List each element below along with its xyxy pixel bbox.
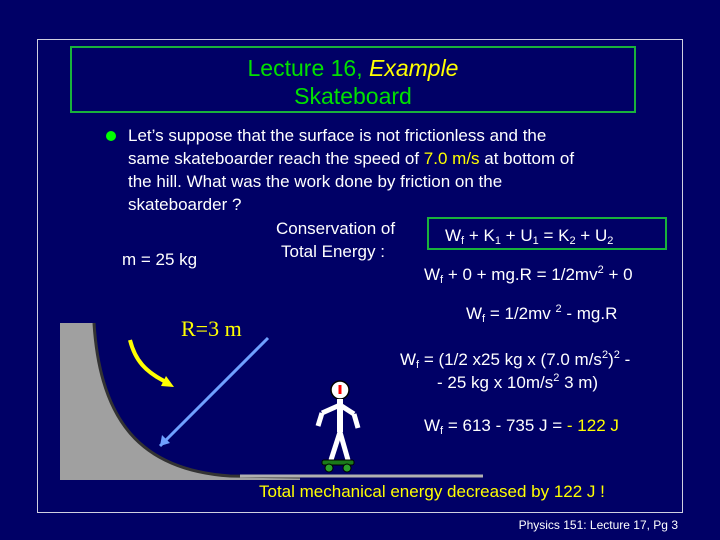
direction-arrow-icon (130, 340, 168, 383)
equation-4: $W_f = (1/2$ x25 kg x (7.0 $m/s^2)^2$ - (400, 349, 631, 371)
conservation-label-2: Total Energy : (281, 242, 385, 261)
radius-arrow-icon (160, 338, 268, 446)
slide-footer: Physics 151: Lecture 17, Pg 3 (518, 518, 678, 532)
speed-value: 7.0 m/s (423, 149, 480, 168)
equation-2: $W_f + 0 + mg.R = 1/2mv^2 + 0$ (424, 264, 633, 286)
conservation-label-1: Conservation of (276, 219, 396, 238)
radius-label: R=3 m (181, 316, 242, 341)
skateboarder-figure (318, 381, 358, 472)
bullet-line-4: skateboarder ? (128, 195, 242, 214)
equation-3: $W_f = 1/2mv$ $^2$ - mg.R (466, 303, 618, 325)
bullet-line-2: same skateboarder reach the speed of 7.0 m/s at bottom of (128, 149, 575, 168)
title-line-1: Lecture 16, Example (247, 55, 459, 81)
result-value: - 122 J (566, 416, 619, 435)
mass-label: m = 25 kg (122, 250, 198, 269)
equation-5: $W_f = 613 - 735$ J = - 122 J (424, 416, 619, 437)
conclusion-text: Total mechanical energy decreased by 122 J ! (259, 482, 605, 501)
bullet-line-1: Let’s suppose that the surface is not frictionless and the (128, 126, 547, 145)
title-example: Example (368, 55, 459, 81)
energy-equation: $W_f + K_1 + U_1 = K_2 + U_2$ (445, 226, 614, 247)
bullet-line-3: the hill. What was the work done by friction on the (128, 172, 503, 191)
title-line-2: Skateboard (294, 83, 412, 109)
equation-4-line-2: - 25 kg x $10m/s^2$ 3 m) (437, 372, 599, 392)
